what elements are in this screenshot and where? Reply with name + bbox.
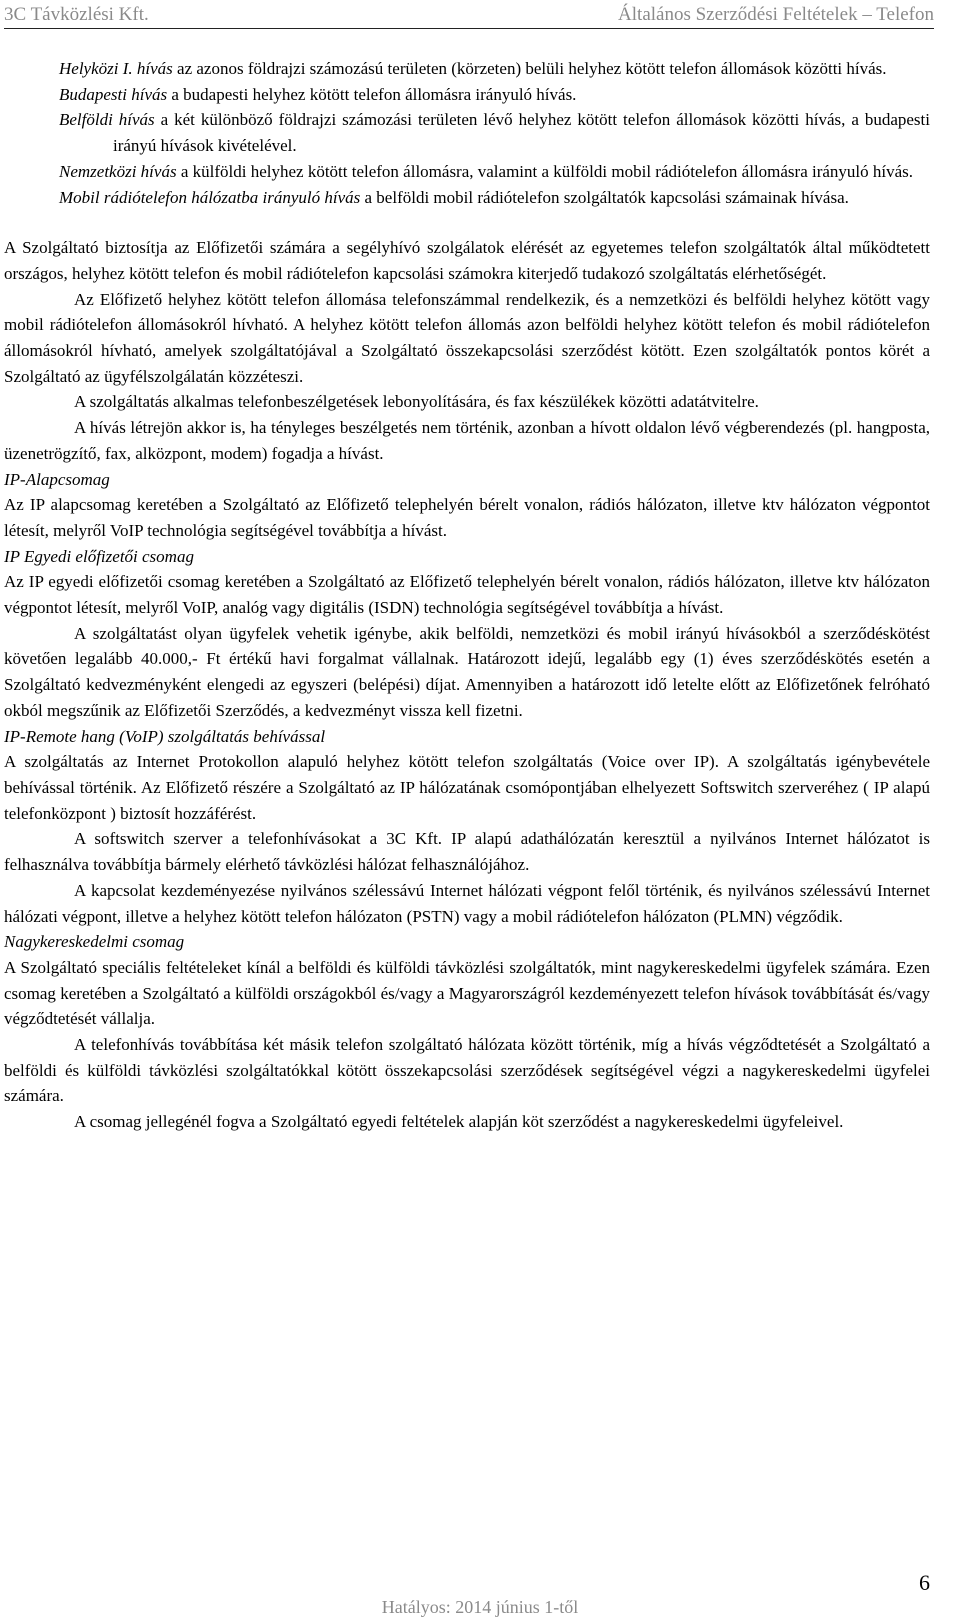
section-title-ip-egyedi: IP Egyedi előfizetői csomag	[4, 546, 194, 566]
paragraph-ip-egyedi-1: Az IP egyedi előfizetői csomag keretében a Szolgáltató az Előfizető telephelyén bérelt vonalon, rádiós hálózaton, illetve ktv hálózaton végpontot létesít, melyről VoIP, analóg vagy digitális (ISDN) technológia segítségével továbbítja a hívást.	[4, 572, 930, 618]
definition-text: a belföldi mobil rádiótelefon szolgáltatók kapcsolási számainak hívása.	[360, 187, 849, 207]
paragraph-nagykereskedelmi-2: A telefonhívás továbbítása két másik telefon szolgáltató hálózata között történik, míg a hívás végződtetését a Szolgáltató a belföldi és külföldi távközlési szolgáltatókkal kötött összekapcsolási szerződések segítségével végzi a nagykereskedelmi ügyfelei számára.	[4, 1035, 930, 1106]
definition-item	[4, 159, 930, 185]
definition-term: Helyközi I. hívás	[59, 59, 173, 78]
definition-term: Nemzetközi hívás	[59, 161, 177, 181]
paragraph-emergency-services: A Szolgáltató biztosítja az Előfizetői számára a segélyhívó szolgálatok elérését az egyetemes telefon szolgáltatók által működtetett országos, helyhez kötött telefon és mobil rádiótelefon kapcsolási számokra kiterjedő tudakozó szolgáltatás elérhetőségét.	[4, 238, 930, 283]
definition-term: Mobil rádiótelefon hálózatba irányuló hívás	[59, 187, 361, 207]
header-document-title: Általános Szerződési Feltételek – Telefon	[618, 4, 934, 25]
definition-term: Budapesti hívás	[59, 84, 168, 104]
definition-list	[4, 56, 930, 210]
page-body	[4, 56, 930, 1135]
definition-term: Belföldi hívás	[59, 110, 155, 130]
paragraph-ip-remote-2: A softswitch szerver a telefonhívásokat a 3C Kft. IP alapú adathálózatán keresztül a nyilvános Internet hálózatot is felhasználva továbbítja bármely elérhető távközlési hálózat felhasználójához.	[4, 829, 930, 875]
definition-text: a budapesti helyhez kötött telefon állomásra irányuló hívás.	[167, 84, 577, 104]
definition-item	[4, 107, 930, 158]
paragraph-ip-remote-1: A szolgáltatás az Internet Protokollon alapuló helyhez kötött telefon szolgáltatás (Voice over IP). A szolgáltatás igénybevétele behívással történik. Az Előfizető részére a Szolgáltató az IP hálózatának csomópontjában elhelyezett Softswitch szerveréhez ( IP alapú telefonközpont ) biztosít hozzáférést.	[4, 752, 930, 823]
header-company: 3C Távközlési Kft.	[4, 4, 149, 25]
paragraph-ip-remote-3: A kapcsolat kezdeményezése nyilvános szélessávú Internet hálózati végpont felől történik, és nyilvános szélessávú Internet hálózati végpont, illetve a helyhez kötött telefon hálózaton (PSTN) vagy a mobil rádiótelefon hálózaton (PLMN) végződik.	[4, 880, 930, 926]
definition-text: az azonos földrajzi számozású területen (körzeten) belüli helyhez kötött telefon állomások közötti hívás.	[172, 59, 887, 78]
page-header	[4, 0, 934, 29]
definition-text: a külföldi helyhez kötött telefon állomásra, valamint a külföldi mobil rádiótelefon állomásra irányuló hívás.	[176, 161, 914, 181]
definition-item	[4, 82, 930, 108]
page-number: 6	[919, 1570, 930, 1595]
definition-text: a két különböző földrajzi számozási területen lévő helyhez kötött telefon állomások közötti hívás, a budapesti irányú hívások kivételével.	[113, 110, 930, 156]
definition-item	[4, 185, 930, 211]
definition-item	[4, 56, 930, 82]
section-title-ip-alapcsomag: IP-Alapcsomag	[4, 469, 110, 489]
paragraph-nagykereskedelmi-1: A Szolgáltató speciális feltételeket kínál a belföldi és külföldi távközlési szolgáltatók, mint nagykereskedelmi ügyfelek számára. Ezen csomag keretében a Szolgáltató a külföldi országokból és/vagy a Magyarországról kezdeményezett telefon hívások továbbítását és/vagy végződtetését vállalja.	[4, 957, 930, 1029]
paragraph-fax: A szolgáltatás alkalmas telefonbeszélgetések lebonyolítására, és fax készülékek közötti adatátvitelre.	[74, 392, 759, 412]
paragraph-call-established: A hívás létrejön akkor is, ha tényleges beszélgetés nem történik, azonban a hívott oldalon lévő végberendezés (pl. hangposta, üzenetrögzítő, fax, alközpont, modem) fogadja a hívást.	[4, 418, 930, 463]
section-title-nagykereskedelmi: Nagykereskedelmi csomag	[4, 932, 185, 952]
paragraph-phone-number: Az Előfizető helyhez kötött telefon állomása telefonszámmal rendelkezik, és a nemzetközi és belföldi helyhez kötött vagy mobil rádiótelefon állomásokról hívható. A helyhez kötött telefon állomás azon belföldi helyhez kötött telefon és mobil rádiótelefon állomásokról hívható, amelyek szolgáltatójával a Szolgáltató összekapcsolási szerződést kötött. Ezen szolgáltatók pontos körét a Szolgáltató az ügyfélszolgálatán közzéteszi.	[4, 289, 930, 386]
paragraph-ip-alapcsomag: Az IP alapcsomag keretében a Szolgáltató az Előfizető telephelyén bérelt vonalon, rádiós hálózaton, illetve ktv hálózaton végpontot létesít, melyről VoIP technológia segítségével továbbítja a hívást.	[4, 495, 930, 540]
footer-effective-date: Hatályos: 2014 június 1-től	[381, 1597, 579, 1617]
paragraph-ip-egyedi-2: A szolgáltatást olyan ügyfelek vehetik igénybe, akik belföldi, nemzetközi és mobil irányú hívásokból a szerződéskötést követően legalább 40.000,- Ft értékű havi forgalmat vállalnak. Határozott idejű, legalább egy (1) éves szerződéskötés esetén a Szolgáltató kedvezményként elengedi az egyszeri (belépési) díjat. Amennyiben a határozott idő letelte előtt az Előfizetőnek felróható okból megszűnik az Előfizetői Szerződés, a kedvezményt vissza kell fizetni.	[4, 623, 930, 720]
paragraph-nagykereskedelmi-3: A csomag jellegénél fogva a Szolgáltató egyedi feltételek alapján köt szerződést a nagykereskedelmi ügyfeleivel.	[74, 1112, 844, 1132]
section-title-ip-remote: IP-Remote hang (VoIP) szolgáltatás behívással	[4, 726, 326, 746]
